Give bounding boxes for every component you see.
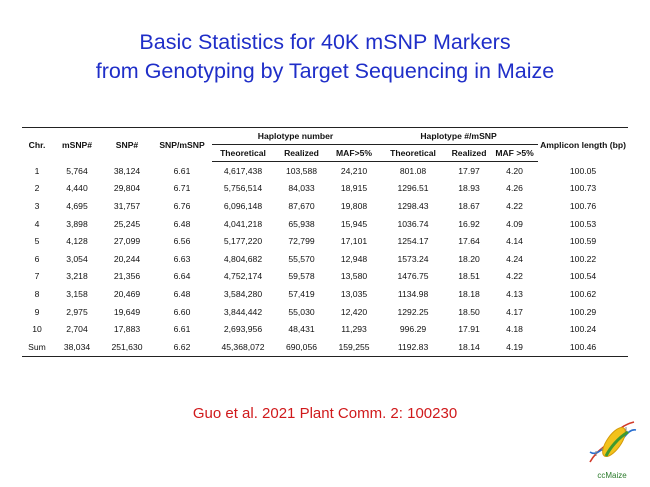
table-cell: 6.60 [173, 306, 191, 317]
table-cell: 103,588 [285, 165, 318, 176]
table-cell: 29,804 [113, 183, 141, 194]
table-cell: 5 [34, 236, 40, 247]
table-cell: 4.26 [506, 183, 523, 194]
table-row [22, 285, 628, 303]
table-body [22, 162, 628, 357]
table-cell: 4,752,174 [223, 271, 263, 282]
table-cell: 38,034 [52, 338, 102, 356]
table-cell: 4.19 [491, 338, 538, 356]
table-cell: 1292.25 [397, 306, 429, 317]
header-chr: Chr. [22, 128, 52, 162]
table-cell: 31,757 [113, 200, 141, 211]
table-cell: 72,799 [288, 236, 315, 247]
table-cell: 1298.43 [397, 200, 429, 211]
table-cell: 17.97 [458, 165, 480, 176]
table-cell: 27,099 [113, 236, 141, 247]
table-row [22, 197, 628, 215]
table-cell: 6.63 [173, 253, 191, 264]
logo-text: ccMaize [597, 471, 627, 480]
header-maf-2: MAF >5% [491, 145, 538, 162]
table-cell: 100.24 [569, 324, 597, 335]
table-cell: 87,670 [288, 200, 315, 211]
table-cell: 3,054 [66, 253, 88, 264]
table-cell: 17.64 [458, 236, 480, 247]
table-cell: 4.09 [506, 218, 523, 229]
table-cell: 100.53 [569, 218, 597, 229]
ccmaize-logo [584, 418, 640, 480]
table-cell: 4.17 [506, 306, 523, 317]
header-realized: Realized [274, 145, 329, 162]
table-row [22, 250, 628, 268]
table-cell: 251,630 [102, 338, 152, 356]
table-cell: 19,649 [113, 306, 141, 317]
table-cell: 4 [34, 218, 40, 229]
table-row [22, 320, 628, 338]
table-cell: 4.14 [506, 236, 523, 247]
header-haplotype-per-msnp: Haplotype #/mSNP [379, 128, 538, 145]
table-cell: 12,420 [340, 306, 368, 317]
table-cell: 1192.83 [379, 338, 447, 356]
table-cell: 100.29 [569, 306, 597, 317]
table-cell: 801.08 [399, 165, 427, 176]
table-row [22, 215, 628, 233]
statistics-table [22, 127, 628, 357]
table-cell: 4,804,682 [223, 253, 263, 264]
table-cell: 6.76 [173, 200, 191, 211]
table-cell: 1254.17 [397, 236, 429, 247]
table-cell: 2 [34, 183, 40, 194]
table-cell: 4,617,438 [223, 165, 263, 176]
table-cell: 12,948 [340, 253, 368, 264]
table-cell: 3,844,442 [223, 306, 263, 317]
citation: Guo et al. 2021 Plant Comm. 2: 100230 [192, 405, 458, 422]
table-cell: 13,580 [340, 271, 368, 282]
table-cell: 9 [34, 306, 40, 317]
header-theoretical: Theoretical [212, 145, 274, 162]
title-line-1: Basic Statistics for 40K mSNP Markers [139, 30, 511, 54]
header-realized-2: Realized [447, 145, 491, 162]
table-cell: 20,244 [113, 253, 141, 264]
table-cell: 25,245 [113, 218, 141, 229]
table-cell: 3,584,280 [223, 288, 263, 299]
table-cell: 18.93 [458, 183, 480, 194]
table-cell: 18.50 [458, 306, 480, 317]
table-cell: 8 [34, 288, 40, 299]
table-cell: 996.29 [399, 324, 427, 335]
table-cell: 6.62 [152, 338, 212, 356]
table-cell: 45,368,072 [212, 338, 274, 356]
table-cell: 1134.98 [397, 288, 429, 299]
table-cell: 17,883 [113, 324, 141, 335]
table-cell: 6.48 [173, 288, 191, 299]
header-theoretical-2: Theoretical [379, 145, 447, 162]
table-cell: 2,704 [66, 324, 88, 335]
table-cell: 38,124 [113, 165, 141, 176]
slide-title [0, 28, 650, 86]
table-cell: 18.20 [458, 253, 480, 264]
table-row [22, 180, 628, 198]
table-cell: 100.62 [569, 288, 597, 299]
table-cell: 159,255 [329, 338, 379, 356]
table-row [22, 268, 628, 286]
table-cell: 65,938 [288, 218, 315, 229]
table-cell: 1296.51 [397, 183, 429, 194]
table-cell: 3,898 [66, 218, 88, 229]
table-cell: 690,056 [274, 338, 329, 356]
table-cell: 55,570 [288, 253, 315, 264]
table-cell: 24,210 [340, 165, 368, 176]
table-cell: 4,128 [66, 236, 88, 247]
table-cell: 100.54 [569, 271, 597, 282]
table-cell: 18.14 [447, 338, 491, 356]
table-cell: 57,419 [288, 288, 315, 299]
header-maf: MAF>5% [329, 145, 379, 162]
table-cell: 2,975 [66, 306, 88, 317]
header-snp-per-msnp: SNP/mSNP [152, 128, 212, 162]
table-cell: 13,035 [340, 288, 368, 299]
table-cell: 11,293 [341, 324, 367, 335]
table-row [22, 232, 628, 250]
table-header-row-group [22, 128, 628, 145]
table-cell: 84,033 [288, 183, 315, 194]
table-cell: 59,578 [288, 271, 315, 282]
maize-dna-logo-icon [584, 418, 640, 468]
table-cell: 4.24 [506, 253, 523, 264]
table-row [22, 162, 628, 180]
table-cell: 15,945 [340, 218, 368, 229]
table-cell: 5,177,220 [223, 236, 263, 247]
table-cell: 6.61 [173, 324, 191, 335]
table-cell: 55,030 [288, 306, 315, 317]
table-cell: 100.73 [569, 183, 597, 194]
table-cell: 6 [34, 253, 40, 264]
table-cell: 1476.75 [397, 271, 429, 282]
table-cell: 6.71 [173, 183, 191, 194]
table-cell: 19,808 [340, 200, 368, 211]
table-cell: 5,764 [66, 165, 88, 176]
table-cell: 100.59 [569, 236, 597, 247]
table-cell: 48,431 [288, 324, 315, 335]
table-cell: 7 [34, 271, 40, 282]
table-cell: 2,693,956 [223, 324, 263, 335]
table-cell: 3,158 [66, 288, 88, 299]
table-cell: 16.92 [458, 218, 480, 229]
table-cell: 21,356 [113, 271, 141, 282]
table-cell: 20,469 [113, 288, 141, 299]
table-cell: 4.20 [506, 165, 523, 176]
table-cell: 6,096,148 [223, 200, 263, 211]
table-cell: 18.18 [458, 288, 480, 299]
table-cell: 3,218 [66, 271, 88, 282]
table-cell: 1573.24 [397, 253, 429, 264]
header-msnp: mSNP# [52, 128, 102, 162]
table-cell: 5,756,514 [223, 183, 263, 194]
table-cell: 100.05 [569, 165, 597, 176]
table-cell: 4.13 [506, 288, 523, 299]
table-cell: 100.76 [569, 200, 597, 211]
table-cell: 4.22 [506, 200, 523, 211]
table-cell: 100.46 [538, 338, 628, 356]
table-cell: 1036.74 [397, 218, 429, 229]
table-cell: 6.64 [173, 271, 191, 282]
table-cell: 4,440 [66, 183, 88, 194]
table-cell: 17.91 [458, 324, 480, 335]
header-haplotype-number: Haplotype number [212, 128, 379, 145]
table-cell: 6.56 [173, 236, 191, 247]
table-cell: 4,041,218 [223, 218, 263, 229]
table-cell: 17,101 [340, 236, 368, 247]
header-snp: SNP# [102, 128, 152, 162]
table-cell: 100.22 [569, 253, 597, 264]
table-row [22, 303, 628, 321]
table-cell: Sum [22, 338, 52, 356]
title-line-2: from Genotyping by Target Sequencing in Maize [95, 59, 555, 83]
table-row [22, 338, 628, 356]
table-cell: 4,695 [66, 200, 88, 211]
table-cell: 6.61 [173, 165, 191, 176]
table-cell: 4.22 [506, 271, 523, 282]
table-cell: 18,915 [340, 183, 368, 194]
table-cell: 18.67 [458, 200, 480, 211]
header-amplicon-length: Amplicon length (bp) [538, 128, 628, 162]
table-cell: 1 [34, 165, 40, 176]
table-cell: 4.18 [506, 324, 523, 335]
table-cell: 3 [34, 200, 40, 211]
table-cell: 10 [32, 324, 42, 335]
table-cell: 18.51 [458, 271, 480, 282]
table-cell: 6.48 [173, 218, 191, 229]
